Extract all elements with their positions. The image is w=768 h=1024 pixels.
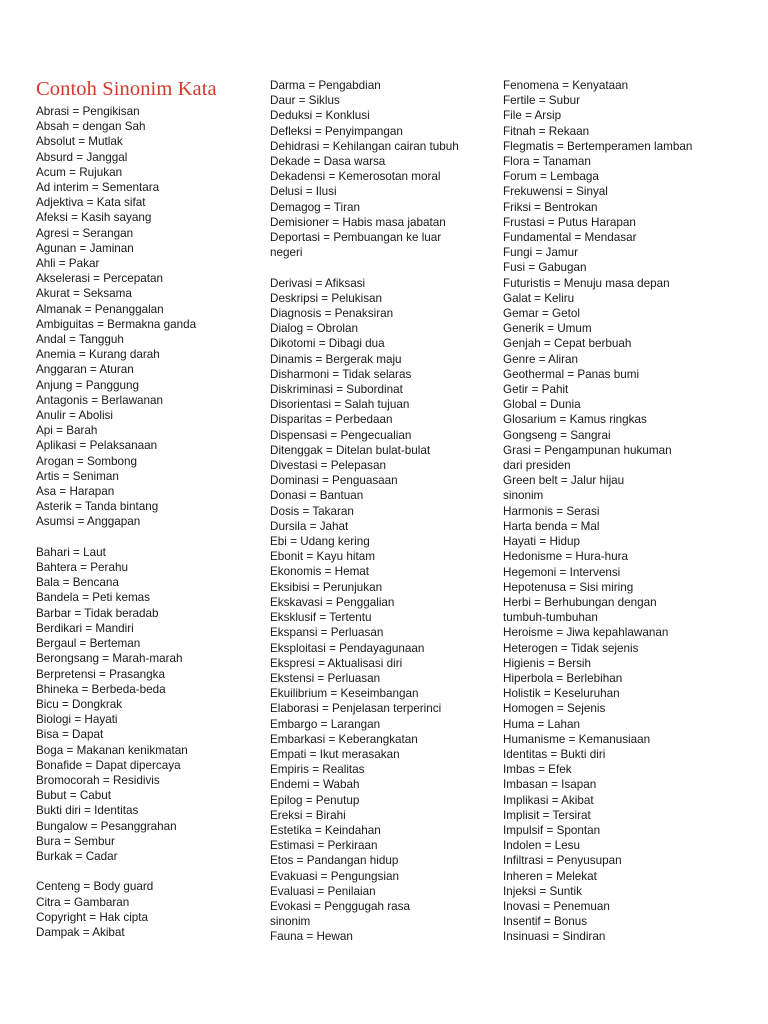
synonym-entry: Dehidrasi = Kehilangan cairan tubuh: [270, 139, 459, 153]
synonym-entry: Anemia = Kurang darah: [36, 348, 160, 362]
synonym-entry: Imbasan = Isapan: [503, 778, 597, 792]
synonym-entry: File = Arsip: [503, 109, 562, 123]
synonym-entry: Heterogen = Tidak sejenis: [503, 641, 639, 655]
synonym-entry: Bicu = Dongkrak: [36, 697, 123, 711]
synonym-entry: Impulsif = Spontan: [503, 823, 601, 837]
synonym-entry: Fungi = Jamur: [503, 246, 579, 260]
synonym-entry: Dinamis = Bergerak maju: [270, 352, 402, 366]
page-title: Contoh Sinonim Kata: [36, 78, 217, 100]
synonym-entry: Glosarium = Kamus ringkas: [503, 413, 647, 427]
synonym-entry: Eksklusif = Tertentu: [270, 611, 372, 625]
synonym-entry: Hedonisme = Hura-hura: [503, 550, 629, 564]
synonym-entry: Agunan = Jaminan: [36, 241, 134, 255]
synonym-entry: Centeng = Body guard: [36, 880, 154, 894]
synonym-entry: Ekspresi = Aktualisasi diri: [270, 656, 403, 670]
synonym-entry: Bura = Sembur: [36, 834, 115, 848]
synonym-entry: Andal = Tangguh: [36, 333, 124, 347]
synonym-entry: Gemar = Getol: [503, 307, 580, 321]
synonym-entry: Bandela = Peti kemas: [36, 591, 151, 605]
synonym-entry: Epilog = Penutup: [270, 793, 360, 807]
synonym-entry: Evokasi = Penggugah rasa: [270, 899, 411, 913]
synonym-entry: negeri: [270, 246, 303, 260]
synonym-entry: Insinuasi = Sindiran: [503, 930, 606, 944]
synonym-entry: Etos = Pandangan hidup: [270, 854, 399, 868]
synonym-entry: tumbuh-tumbuhan: [503, 611, 598, 625]
synonym-entry: Ekstensi = Perluasan: [270, 671, 381, 685]
synonym-entry: Biologi = Hayati: [36, 713, 118, 727]
synonym-entry: Frustasi = Putus Harapan: [503, 215, 636, 229]
synonym-entry: Artis = Seniman: [36, 469, 119, 483]
synonym-entry: Berpretensi = Prasangka: [36, 667, 165, 681]
synonym-entry: Fitnah = Rekaan: [503, 124, 590, 138]
synonym-entry: Generik = Umum: [503, 322, 592, 336]
synonym-entry: Hayati = Hidup: [503, 535, 580, 549]
synonym-entry: Ekonomis = Hemat: [270, 565, 370, 579]
synonym-entry: Gongseng = Sangrai: [503, 428, 611, 442]
synonym-entry: Homogen = Sejenis: [503, 702, 606, 716]
synonym-entry: Grasi = Pengampunan hukuman: [503, 443, 672, 457]
synonym-entry: Futuristis = Menuju masa depan: [503, 276, 670, 290]
synonym-entry: Humanisme = Kemanusiaan: [503, 732, 651, 746]
synonym-entry: Ahli = Pakar: [36, 257, 100, 271]
synonym-entry: Embarkasi = Keberangkatan: [270, 732, 418, 746]
synonym-entry: Antagonis = Berlawanan: [36, 393, 164, 407]
synonym-entry: Dursila = Jahat: [270, 519, 349, 533]
synonym-entry: Dosis = Takaran: [270, 504, 354, 518]
synonym-entry: Geothermal = Panas bumi: [503, 367, 640, 381]
synonym-entry: Harta benda = Mal: [503, 519, 600, 533]
synonym-entry: Ad interim = Sementara: [36, 181, 160, 195]
synonym-entry: Asumsi = Anggapan: [36, 515, 141, 529]
synonym-entry: Disorientasi = Salah tujuan: [270, 398, 410, 412]
synonym-entry: Elaborasi = Penjelasan terperinci: [270, 702, 442, 716]
synonym-entry: Bromocorah = Residivis: [36, 773, 160, 787]
synonym-entry: Evakuasi = Pengungsian: [270, 869, 399, 883]
synonym-entry: Identitas = Bukti diri: [503, 747, 606, 761]
synonym-column-3: [503, 78, 692, 945]
synonym-entry: Anulir = Abolisi: [36, 409, 113, 423]
synonym-entry: Evaluasi = Penilaian: [270, 884, 376, 898]
synonym-entry: Dekade = Dasa warsa: [270, 155, 386, 169]
synonym-entry: Boga = Makanan kenikmatan: [36, 743, 188, 757]
synonym-entry: Demagog = Tiran: [270, 200, 360, 214]
synonym-entry: Dominasi = Penguasaan: [270, 474, 398, 488]
synonym-column-1: [36, 104, 196, 940]
synonym-entry: Anjung = Panggung: [36, 378, 140, 392]
synonym-entry: sinonim: [503, 489, 544, 503]
synonym-entry: dari presiden: [503, 459, 571, 473]
synonym-entry: Dikotomi = Dibagi dua: [270, 337, 385, 351]
synonym-entry: Indolen = Lesu: [503, 839, 581, 853]
synonym-entry: Afeksi = Kasih sayang: [36, 211, 152, 225]
synonym-entry: Darma = Pengabdian: [270, 79, 381, 92]
synonym-entry: Bisa = Dapat: [36, 728, 104, 742]
synonym-entry: Disparitas = Perbedaan: [270, 413, 393, 427]
synonym-entry: Bahari = Laut: [36, 545, 106, 559]
synonym-entry: Heroisme = Jiwa kepahlawanan: [503, 626, 669, 640]
synonym-entry: Ebonit = Kayu hitam: [270, 550, 375, 564]
section-spacer: [270, 260, 459, 275]
synonym-entry: Bergaul = Berteman: [36, 637, 141, 651]
synonym-entry: Fusi = Gabugan: [503, 261, 587, 275]
synonym-entry: Deportasi = Pembuangan ke luar: [270, 231, 442, 245]
synonym-entry: Ambiguitas = Bermakna ganda: [36, 317, 197, 331]
synonym-entry: Ebi = Udang kering: [270, 535, 370, 549]
synonym-entry: Asa = Harapan: [36, 485, 115, 499]
synonym-entry: Ereksi = Birahi: [270, 808, 346, 822]
synonym-entry: Ekskavasi = Penggalian: [270, 595, 395, 609]
synonym-entry: Deduksi = Konklusi: [270, 109, 370, 123]
synonym-entry: Holistik = Keseluruhan: [503, 687, 620, 701]
synonym-entry: Asterik = Tanda bintang: [36, 500, 159, 514]
synonym-entry: Hegemoni = Intervensi: [503, 565, 621, 579]
synonym-entry: Flora = Tanaman: [503, 155, 591, 169]
synonym-entry: Deskripsi = Pelukisan: [270, 291, 383, 305]
synonym-entry: sinonim: [270, 915, 311, 929]
synonym-entry: Imbas = Efek: [503, 763, 572, 777]
synonym-entry: Estetika = Keindahan: [270, 823, 381, 837]
synonym-entry: Fauna = Hewan: [270, 930, 353, 944]
synonym-entry: Ekspansi = Perluasan: [270, 626, 384, 640]
synonym-entry: Genjah = Cepat berbuah: [503, 337, 632, 351]
synonym-entry: Endemi = Wabah: [270, 778, 360, 792]
synonym-entry: Insentif = Bonus: [503, 915, 588, 929]
synonym-entry: Bubut = Cabut: [36, 789, 112, 803]
synonym-entry: Defleksi = Penyimpangan: [270, 124, 403, 138]
synonym-entry: Dampak = Akibat: [36, 925, 125, 939]
synonym-entry: Absolut = Mutlak: [36, 135, 123, 149]
synonym-entry: Berdikari = Mandiri: [36, 621, 134, 635]
synonym-entry: Abrasi = Pengikisan: [36, 105, 140, 118]
synonym-entry: Fertile = Subur: [503, 94, 580, 108]
synonym-entry: Dialog = Obrolan: [270, 322, 359, 336]
synonym-entry: Citra = Gambaran: [36, 895, 130, 909]
synonym-entry: Bungalow = Pesanggrahan: [36, 819, 177, 833]
synonym-entry: Diagnosis = Penaksiran: [270, 307, 394, 321]
synonym-entry: Bukti diri = Identitas: [36, 804, 139, 818]
synonym-entry: Embargo = Larangan: [270, 717, 381, 731]
synonym-entry: Agresi = Serangan: [36, 226, 134, 240]
synonym-entry: Estimasi = Perkiraan: [270, 839, 378, 853]
synonym-entry: Fundamental = Mendasar: [503, 231, 637, 245]
synonym-entry: Absah = dengan Sah: [36, 120, 146, 134]
synonym-entry: Anggaran = Aturan: [36, 363, 134, 377]
synonym-entry: Eksploitasi = Pendayagunaan: [270, 641, 425, 655]
synonym-entry: Barbar = Tidak beradab: [36, 606, 159, 620]
synonym-entry: Adjektiva = Kata sifat: [36, 196, 146, 210]
synonym-entry: Aplikasi = Pelaksanaan: [36, 439, 158, 453]
synonym-entry: Daur = Siklus: [270, 94, 340, 108]
synonym-entry: Galat = Keliru: [503, 291, 575, 305]
synonym-entry: Akselerasi = Percepatan: [36, 272, 164, 286]
synonym-entry: Empati = Ikut merasakan: [270, 747, 400, 761]
synonym-entry: Hiperbola = Berlebihan: [503, 671, 623, 685]
synonym-entry: Copyright = Hak cipta: [36, 910, 149, 924]
synonym-entry: Absurd = Janggal: [36, 150, 128, 164]
synonym-entry: Fenomena = Kenyataan: [503, 79, 629, 92]
synonym-entry: Ekuilibrium = Keseimbangan: [270, 687, 419, 701]
synonym-entry: Injeksi = Suntik: [503, 884, 582, 898]
synonym-column-2: [270, 78, 459, 945]
synonym-entry: Dekadensi = Kemerosotan moral: [270, 170, 441, 184]
synonym-entry: Diskriminasi = Subordinat: [270, 383, 403, 397]
synonym-entry: Flegmatis = Bertemperamen lamban: [503, 139, 693, 153]
synonym-entry: Acum = Rujukan: [36, 165, 123, 179]
synonym-entry: Huma = Lahan: [503, 717, 580, 731]
synonym-entry: Demisioner = Habis masa jabatan: [270, 215, 446, 229]
synonym-entry: Harmonis = Serasi: [503, 504, 600, 518]
section-spacer: [36, 530, 196, 545]
section-spacer: [36, 864, 196, 879]
synonym-entry: Divestasi = Pelepasan: [270, 459, 386, 473]
synonym-entry: Burkak = Cadar: [36, 849, 118, 863]
synonym-entry: Bhineka = Berbeda-beda: [36, 682, 166, 696]
synonym-entry: Arogan = Sombong: [36, 454, 138, 468]
synonym-entry: Implisit = Tersirat: [503, 808, 591, 822]
synonym-entry: Berongsang = Marah-marah: [36, 652, 183, 666]
synonym-entry: Friksi = Bentrokan: [503, 200, 598, 214]
synonym-entry: Derivasi = Afiksasi: [270, 276, 366, 290]
synonym-entry: Frekuwensi = Sinyal: [503, 185, 608, 199]
synonym-entry: Api = Barah: [36, 424, 98, 438]
synonym-entry: Eksibisi = Perunjukan: [270, 580, 383, 594]
synonym-entry: Dispensasi = Pengecualian: [270, 428, 412, 442]
synonym-entry: Delusi = Ilusi: [270, 185, 337, 199]
synonym-entry: Bonafide = Dapat dipercaya: [36, 758, 181, 772]
synonym-entry: Disharmoni = Tidak selaras: [270, 367, 412, 381]
synonym-entry: Getir = Pahit: [503, 383, 569, 397]
synonym-entry: Hepotenusa = Sisi miring: [503, 580, 634, 594]
synonym-entry: Empiris = Realitas: [270, 763, 365, 777]
synonym-entry: Almanak = Penanggalan: [36, 302, 164, 316]
synonym-entry: Ditenggak = Ditelan bulat-bulat: [270, 443, 431, 457]
synonym-entry: Herbi = Berhubungan dengan: [503, 595, 657, 609]
synonym-entry: Infiltrasi = Penyusupan: [503, 854, 622, 868]
synonym-entry: Global = Dunia: [503, 398, 581, 412]
synonym-entry: Genre = Aliran: [503, 352, 579, 366]
synonym-entry: Akurat = Seksama: [36, 287, 132, 301]
synonym-entry: Bahtera = Perahu: [36, 561, 128, 575]
synonym-entry: Implikasi = Akibat: [503, 793, 594, 807]
synonym-entry: Inheren = Melekat: [503, 869, 597, 883]
synonym-entry: Higienis = Bersih: [503, 656, 592, 670]
synonym-entry: Bala = Bencana: [36, 576, 119, 590]
synonym-entry: Green belt = Jalur hijau: [503, 474, 625, 488]
synonym-entry: Inovasi = Penemuan: [503, 899, 610, 913]
synonym-entry: Forum = Lembaga: [503, 170, 599, 184]
synonym-entry: Donasi = Bantuan: [270, 489, 364, 503]
